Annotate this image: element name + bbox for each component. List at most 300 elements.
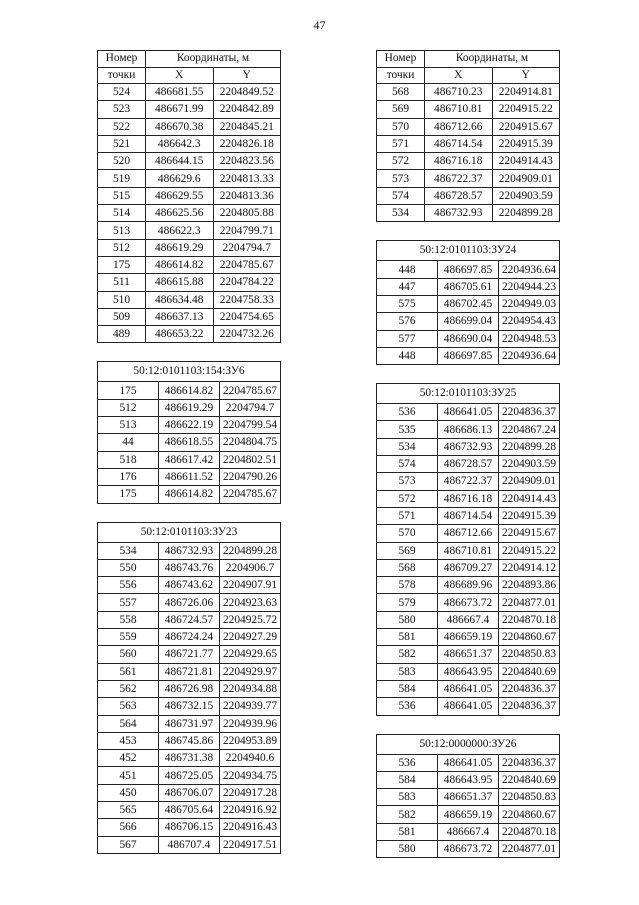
table-row: [377, 490, 560, 507]
y-cell: 2204805.88: [213, 205, 281, 222]
x-cell: 486726.98: [159, 680, 220, 697]
table-row: [98, 542, 281, 559]
x-cell: 486614.82: [159, 382, 220, 399]
x-cell: 486619.29: [146, 239, 214, 256]
table-row: [377, 507, 560, 524]
table-row: [98, 646, 281, 663]
table-row: [98, 187, 281, 204]
point-number-cell: 520: [98, 153, 146, 170]
table-row: [377, 261, 560, 278]
y-cell: 2204799.54: [220, 417, 281, 434]
y-cell: 2204936.64: [499, 347, 560, 364]
point-number-cell: 579: [377, 594, 438, 611]
y-cell: 2204948.53: [499, 330, 560, 347]
point-number-cell: 175: [98, 382, 159, 399]
table-row: [98, 663, 281, 680]
x-cell: 486622.19: [159, 417, 220, 434]
x-cell: 486641.05: [438, 680, 499, 697]
y-cell: 2204944.23: [499, 278, 560, 295]
table-row: [98, 135, 281, 152]
x-cell: 486709.27: [438, 559, 499, 576]
point-number-cell: 512: [98, 239, 146, 256]
point-number-cell: 559: [98, 629, 159, 646]
y-cell: 2204916.43: [220, 819, 281, 836]
point-number-header-2: точки: [377, 67, 425, 84]
point-number-cell: 447: [377, 278, 438, 295]
y-cell: 2204914.43: [499, 490, 560, 507]
table-row: [98, 486, 281, 503]
point-number-cell: 513: [98, 417, 159, 434]
table-row: [377, 438, 560, 455]
table-row: [377, 330, 560, 347]
header-row: [377, 51, 560, 68]
table-row: [98, 577, 281, 594]
y-cell: 2204794.7: [213, 239, 281, 256]
y-cell: 2204934.88: [220, 680, 281, 697]
table-row: [377, 646, 560, 663]
x-cell: 486686.13: [438, 421, 499, 438]
table-row: [377, 823, 560, 840]
y-cell: 2204732.26: [213, 326, 281, 343]
point-number-cell: 523: [98, 101, 146, 118]
table-gap: [97, 343, 281, 361]
y-cell: 2204909.01: [499, 473, 560, 490]
parcel-title: 50:12:0101103:ЗУ23: [98, 522, 281, 542]
x-cell: 486642.3: [146, 135, 214, 152]
x-cell: 486716.18: [438, 490, 499, 507]
y-cell: 2204840.69: [499, 771, 560, 788]
point-number-cell: 578: [377, 577, 438, 594]
x-cell: 486629.55: [146, 187, 214, 204]
y-cell: 2204826.18: [213, 135, 281, 152]
coordinates-table: [376, 383, 560, 715]
x-cell: 486690.04: [438, 330, 499, 347]
right-column: [376, 50, 560, 858]
table-row: [98, 291, 281, 308]
point-number-cell: 518: [98, 451, 159, 468]
y-cell: 2204813.33: [213, 170, 281, 187]
table-row: [377, 771, 560, 788]
y-cell: 2204860.67: [499, 806, 560, 823]
table-row: [377, 680, 560, 697]
x-cell: 486619.29: [159, 399, 220, 416]
y-cell: 2204836.37: [499, 754, 560, 771]
point-number-cell: 581: [377, 823, 438, 840]
table-row: [98, 594, 281, 611]
table-row: [98, 629, 281, 646]
table-row: [377, 101, 560, 118]
y-cell: 2204813.36: [213, 187, 281, 204]
x-cell: 486611.52: [159, 468, 220, 485]
y-cell: 2204842.89: [213, 101, 281, 118]
y-cell: 2204860.67: [499, 629, 560, 646]
table-row: [98, 611, 281, 628]
x-cell: 486699.04: [438, 313, 499, 330]
point-number-cell: 522: [98, 118, 146, 135]
y-cell: 2204917.51: [220, 836, 281, 853]
y-cell: 2204915.22: [492, 101, 560, 118]
x-cell: 486706.07: [159, 784, 220, 801]
table-row: [377, 84, 560, 101]
point-number-cell: 536: [377, 698, 438, 715]
point-number-cell: 568: [377, 559, 438, 576]
table-row: [98, 382, 281, 399]
y-cell: 2204934.75: [220, 767, 281, 784]
table-row: [377, 559, 560, 576]
x-cell: 486667.4: [438, 823, 499, 840]
table-row: [377, 840, 560, 857]
point-number-cell: 572: [377, 153, 425, 170]
x-cell: 486722.37: [425, 170, 493, 187]
x-cell: 486625.56: [146, 205, 214, 222]
x-cell: 486629.6: [146, 170, 214, 187]
y-cell: 2204929.97: [220, 663, 281, 680]
title-row: [377, 241, 560, 261]
table-row: [98, 559, 281, 576]
x-cell: 486732.93: [438, 438, 499, 455]
table-row: [377, 404, 560, 421]
x-cell: 486622.3: [146, 222, 214, 239]
y-cell: 2204849.52: [213, 84, 281, 101]
point-number-cell: 576: [377, 313, 438, 330]
x-cell: 486614.82: [146, 256, 214, 273]
point-number-cell: 569: [377, 542, 438, 559]
point-number-header-2: точки: [98, 67, 146, 84]
table-row: [377, 205, 560, 222]
table-row: [98, 399, 281, 416]
point-number-cell: 535: [377, 421, 438, 438]
table-row: [377, 170, 560, 187]
point-number-cell: 514: [98, 205, 146, 222]
x-cell: 486634.48: [146, 291, 214, 308]
y-cell: 2204914.43: [492, 153, 560, 170]
y-cell: 2204893.86: [499, 577, 560, 594]
point-number-cell: 584: [377, 680, 438, 697]
table-row: [377, 663, 560, 680]
left-column: [97, 50, 281, 854]
y-cell: 2204915.39: [499, 507, 560, 524]
y-cell: 2204840.69: [499, 663, 560, 680]
table-row: [98, 118, 281, 135]
x-cell: 486614.82: [159, 486, 220, 503]
table-row: [98, 767, 281, 784]
y-cell: 2204939.96: [220, 715, 281, 732]
table-row: [377, 806, 560, 823]
y-cell: 2204790.26: [220, 468, 281, 485]
x-cell: 486728.57: [425, 187, 493, 204]
x-cell: 486725.05: [159, 767, 220, 784]
y-cell: 2204925.72: [220, 611, 281, 628]
point-number-cell: 562: [98, 680, 159, 697]
point-number-cell: 536: [377, 404, 438, 421]
table-row: [98, 698, 281, 715]
x-cell: 486667.4: [438, 611, 499, 628]
point-number-cell: 511: [98, 274, 146, 291]
point-number-cell: 577: [377, 330, 438, 347]
table-row: [98, 153, 281, 170]
table-row: [98, 274, 281, 291]
table-row: [377, 542, 560, 559]
table-row: [98, 468, 281, 485]
parcel-title: 50:12:0101103:ЗУ24: [377, 241, 560, 261]
table-row: [377, 313, 560, 330]
table-row: [98, 205, 281, 222]
y-cell: 2204915.39: [492, 135, 560, 152]
title-row: [377, 734, 560, 754]
point-number-cell: 571: [377, 135, 425, 152]
y-cell: 2204867.24: [499, 421, 560, 438]
x-cell: 486710.81: [425, 101, 493, 118]
point-number-cell: 582: [377, 646, 438, 663]
x-cell: 486732.15: [159, 698, 220, 715]
table-row: [98, 836, 281, 853]
header-row: [377, 67, 560, 84]
x-cell: 486726.06: [159, 594, 220, 611]
coordinates-header: Координаты, м: [146, 51, 281, 68]
table-row: [98, 101, 281, 118]
table-row: [377, 789, 560, 806]
y-cell: 2204949.03: [499, 295, 560, 312]
table-gap: [97, 504, 281, 522]
x-cell: 486714.54: [438, 507, 499, 524]
header-row: [98, 51, 281, 68]
table-row: [98, 451, 281, 468]
x-cell: 486712.66: [438, 525, 499, 542]
y-cell: 2204785.67: [213, 256, 281, 273]
y-cell: 2204936.64: [499, 261, 560, 278]
table-row: [377, 698, 560, 715]
point-number-cell: 175: [98, 486, 159, 503]
x-cell: 486615.88: [146, 274, 214, 291]
table-row: [377, 153, 560, 170]
table-row: [377, 118, 560, 135]
point-number-cell: 574: [377, 456, 438, 473]
x-cell: 486732.93: [425, 205, 493, 222]
point-number-header: Номер: [377, 51, 425, 68]
x-cell: 486731.38: [159, 750, 220, 767]
table-row: [377, 456, 560, 473]
x-cell: 486673.72: [438, 840, 499, 857]
point-number-cell: 557: [98, 594, 159, 611]
x-cell: 486705.64: [159, 801, 220, 818]
x-cell: 486702.45: [438, 295, 499, 312]
table-row: [98, 256, 281, 273]
y-header: Y: [492, 67, 560, 84]
table-row: [377, 525, 560, 542]
y-cell: 2204915.22: [499, 542, 560, 559]
y-cell: 2204940.6: [220, 750, 281, 767]
y-cell: 2204927.29: [220, 629, 281, 646]
x-cell: 486681.55: [146, 84, 214, 101]
y-cell: 2204954.43: [499, 313, 560, 330]
y-cell: 2204899.28: [220, 542, 281, 559]
y-cell: 2204915.67: [492, 118, 560, 135]
point-number-header: Номер: [98, 51, 146, 68]
table-row: [377, 577, 560, 594]
coordinates-table: [376, 50, 560, 222]
y-cell: 2204917.28: [220, 784, 281, 801]
point-number-cell: 565: [98, 801, 159, 818]
x-cell: 486745.86: [159, 732, 220, 749]
x-cell: 486641.05: [438, 754, 499, 771]
y-cell: 2204823.56: [213, 153, 281, 170]
x-cell: 486643.95: [438, 771, 499, 788]
table-row: [377, 278, 560, 295]
table-row: [98, 84, 281, 101]
point-number-cell: 448: [377, 261, 438, 278]
y-cell: 2204785.67: [220, 382, 281, 399]
x-cell: 486721.77: [159, 646, 220, 663]
point-number-cell: 524: [98, 84, 146, 101]
point-number-cell: 583: [377, 663, 438, 680]
x-cell: 486716.18: [425, 153, 493, 170]
x-cell: 486712.66: [425, 118, 493, 135]
table-gap: [376, 222, 560, 240]
page-number: 47: [313, 18, 326, 32]
table-row: [98, 326, 281, 343]
x-cell: 486706.15: [159, 819, 220, 836]
table-row: [377, 611, 560, 628]
x-cell: 486643.95: [438, 663, 499, 680]
coordinates-header: Координаты, м: [425, 51, 560, 68]
x-cell: 486659.19: [438, 806, 499, 823]
point-number-cell: 448: [377, 347, 438, 364]
y-cell: 2204915.67: [499, 525, 560, 542]
table-row: [98, 170, 281, 187]
title-row: [98, 362, 281, 382]
x-cell: 486673.72: [438, 594, 499, 611]
point-number-cell: 534: [377, 205, 425, 222]
point-number-cell: 574: [377, 187, 425, 204]
x-cell: 486732.93: [159, 542, 220, 559]
y-cell: 2204850.83: [499, 789, 560, 806]
table-row: [377, 295, 560, 312]
table-row: [98, 715, 281, 732]
y-cell: 2204906.7: [220, 559, 281, 576]
x-cell: 486641.05: [438, 698, 499, 715]
point-number-cell: 580: [377, 840, 438, 857]
x-cell: 486705.61: [438, 278, 499, 295]
point-number-cell: 583: [377, 789, 438, 806]
x-cell: 486707.4: [159, 836, 220, 853]
title-row: [98, 522, 281, 542]
y-cell: 2204836.37: [499, 680, 560, 697]
point-number-cell: 452: [98, 750, 159, 767]
table-row: [377, 187, 560, 204]
point-number-cell: 575: [377, 295, 438, 312]
point-number-cell: 513: [98, 222, 146, 239]
y-cell: 2204877.01: [499, 594, 560, 611]
coordinates-table: [97, 50, 281, 343]
coordinates-table: [97, 522, 281, 854]
point-number-cell: 510: [98, 291, 146, 308]
x-cell: 486710.81: [438, 542, 499, 559]
point-number-cell: 569: [377, 101, 425, 118]
table-row: [98, 417, 281, 434]
table-row: [98, 239, 281, 256]
y-cell: 2204914.12: [499, 559, 560, 576]
y-cell: 2204785.67: [220, 486, 281, 503]
x-cell: 486731.97: [159, 715, 220, 732]
coordinates-table: [376, 734, 560, 859]
x-cell: 486728.57: [438, 456, 499, 473]
x-cell: 486637.13: [146, 308, 214, 325]
point-number-cell: 176: [98, 468, 159, 485]
point-number-cell: 489: [98, 326, 146, 343]
y-cell: 2204899.28: [492, 205, 560, 222]
y-cell: 2204799.71: [213, 222, 281, 239]
point-number-cell: 567: [98, 836, 159, 853]
point-number-cell: 558: [98, 611, 159, 628]
table-row: [98, 434, 281, 451]
point-number-cell: 44: [98, 434, 159, 451]
point-number-cell: 453: [98, 732, 159, 749]
x-cell: 486671.99: [146, 101, 214, 118]
y-cell: 2204939.77: [220, 698, 281, 715]
coordinates-table: [97, 361, 281, 503]
x-cell: 486724.24: [159, 629, 220, 646]
x-cell: 486670.38: [146, 118, 214, 135]
y-cell: 2204923.63: [220, 594, 281, 611]
y-cell: 2204845.21: [213, 118, 281, 135]
point-number-cell: 536: [377, 754, 438, 771]
y-cell: 2204916.92: [220, 801, 281, 818]
point-number-cell: 512: [98, 399, 159, 416]
parcel-title: 50:12:0101103:154:ЗУ6: [98, 362, 281, 382]
x-cell: 486651.37: [438, 646, 499, 663]
table-row: [98, 222, 281, 239]
y-cell: 2204870.18: [499, 823, 560, 840]
point-number-cell: 570: [377, 525, 438, 542]
x-cell: 486743.76: [159, 559, 220, 576]
table-row: [98, 784, 281, 801]
table-row: [377, 347, 560, 364]
header-row: [98, 67, 281, 84]
point-number-cell: 515: [98, 187, 146, 204]
y-cell: 2204802.51: [220, 451, 281, 468]
point-number-cell: 581: [377, 629, 438, 646]
y-cell: 2204870.18: [499, 611, 560, 628]
x-cell: 486697.85: [438, 347, 499, 364]
point-number-cell: 566: [98, 819, 159, 836]
point-number-cell: 534: [377, 438, 438, 455]
table-row: [98, 801, 281, 818]
parcel-title: 50:12:0101103:ЗУ25: [377, 384, 560, 404]
y-cell: 2204836.37: [499, 404, 560, 421]
table-row: [377, 421, 560, 438]
x-cell: 486653.22: [146, 326, 214, 343]
point-number-cell: 556: [98, 577, 159, 594]
y-cell: 2204794.7: [220, 399, 281, 416]
table-row: [377, 135, 560, 152]
coordinates-table: [376, 240, 560, 365]
y-cell: 2204836.37: [499, 698, 560, 715]
point-number-cell: 560: [98, 646, 159, 663]
table-row: [98, 732, 281, 749]
point-number-cell: 451: [98, 767, 159, 784]
y-cell: 2204929.65: [220, 646, 281, 663]
table-row: [377, 594, 560, 611]
table-row: [98, 819, 281, 836]
x-cell: 486714.54: [425, 135, 493, 152]
y-cell: 2204909.01: [492, 170, 560, 187]
y-cell: 2204850.83: [499, 646, 560, 663]
point-number-cell: 561: [98, 663, 159, 680]
y-cell: 2204903.59: [492, 187, 560, 204]
point-number-cell: 572: [377, 490, 438, 507]
point-number-cell: 550: [98, 559, 159, 576]
table-row: [98, 680, 281, 697]
